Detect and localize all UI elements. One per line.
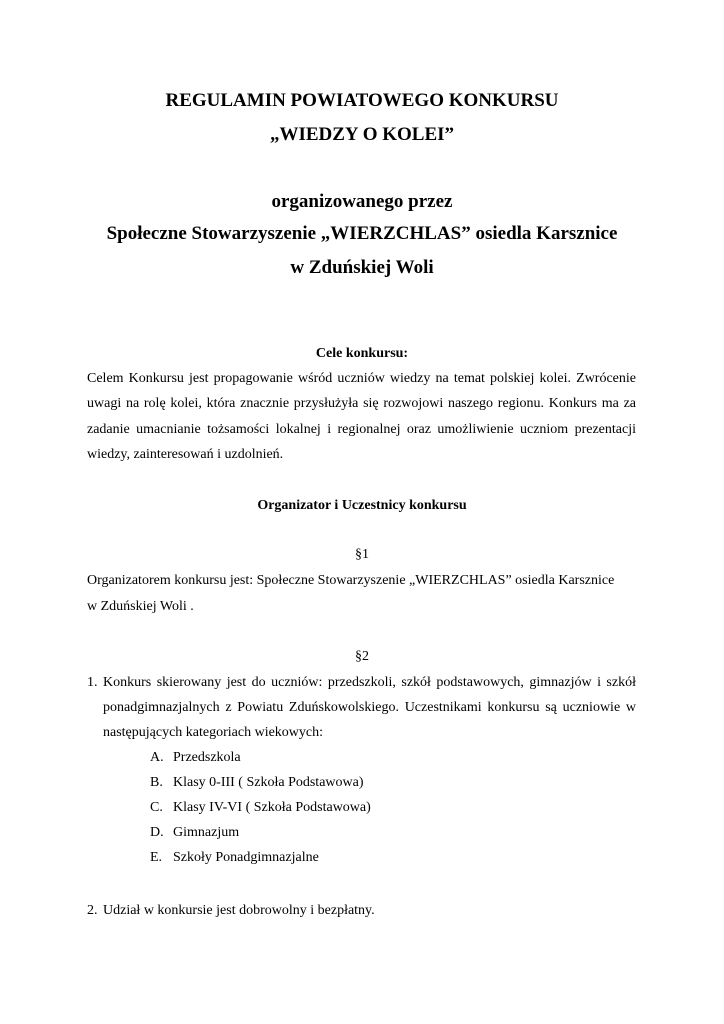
section-2-mark: §2 bbox=[355, 649, 369, 664]
list-item-letter: A. bbox=[150, 750, 164, 765]
section-1-line-2: w Zduńskiej Woli . bbox=[87, 599, 194, 614]
item-text: Konkurs skierowany jest do uczniów: przedszkoli, szkół podstawowych, gimnazjów i szkół ponadgimnazjalnych z Powiatu Zduńskowolskiego. Uczestnikami konkursu są uczniowie w następujących kategoriach wiekowych: bbox=[103, 675, 636, 740]
list-item bbox=[150, 795, 371, 820]
document-title-line-1: REGULAMIN POWIATOWEGO KONKURSU bbox=[165, 90, 559, 111]
section-1-line-1: Organizatorem konkursu jest: Społeczne Stowarzyszenie „WIERZCHLAS” osiedla Karsznice bbox=[87, 573, 615, 588]
list-item-letter: C. bbox=[150, 800, 163, 815]
age-categories-list bbox=[150, 745, 371, 870]
goals-paragraph: Celem Konkursu jest propagowanie wśród uczniów wiedzy na temat polskiej kolei. Zwrócenie uwagi na rolę kolei, która znacznie przysłużyła się rozwojowi naszego regionu. Konkurs ma za zadanie umacnianie tożsamości lokalnej i regionalnej oraz umożliwienie uczniom prezentacji wiedzy, zainteresowań i uzdolnień. bbox=[87, 371, 636, 462]
list-item-label: Szkoły Ponadgimnazjalne bbox=[173, 850, 319, 865]
list-item bbox=[150, 845, 371, 870]
list-item-letter: D. bbox=[150, 825, 164, 840]
list-item-label: Klasy 0-III ( Szkoła Podstawowa) bbox=[173, 775, 364, 790]
document-title-line-2: „WIEDZY O KOLEI” bbox=[269, 124, 455, 145]
section-1-mark: §1 bbox=[355, 547, 369, 562]
list-item bbox=[150, 820, 371, 845]
document-subtitle-line-3: w Zduńskiej Woli bbox=[290, 257, 434, 278]
list-item bbox=[150, 745, 371, 770]
list-item-label: Gimnazjum bbox=[173, 825, 240, 840]
list-item bbox=[150, 770, 371, 795]
item-number: 1. bbox=[87, 675, 98, 690]
section-2-item-1 bbox=[87, 670, 636, 745]
list-item-letter: B. bbox=[150, 775, 163, 790]
item-number: 2. bbox=[87, 903, 98, 918]
item-text: Udział w konkursie jest dobrowolny i bezpłatny. bbox=[103, 903, 375, 918]
list-item-label: Klasy IV-VI ( Szkoła Podstawowa) bbox=[173, 800, 371, 815]
section-2-item-2 bbox=[87, 898, 636, 923]
document-subtitle-line-1: organizowanego przez bbox=[271, 191, 453, 212]
organizer-heading: Organizator i Uczestnicy konkursu bbox=[257, 498, 467, 513]
goals-heading: Cele konkursu: bbox=[315, 346, 409, 361]
list-item-label: Przedszkola bbox=[173, 750, 241, 765]
document-subtitle-line-2: Społeczne Stowarzyszenie „WIERZCHLAS” osiedla Karsznice bbox=[106, 223, 618, 244]
list-item-letter: E. bbox=[150, 850, 163, 865]
